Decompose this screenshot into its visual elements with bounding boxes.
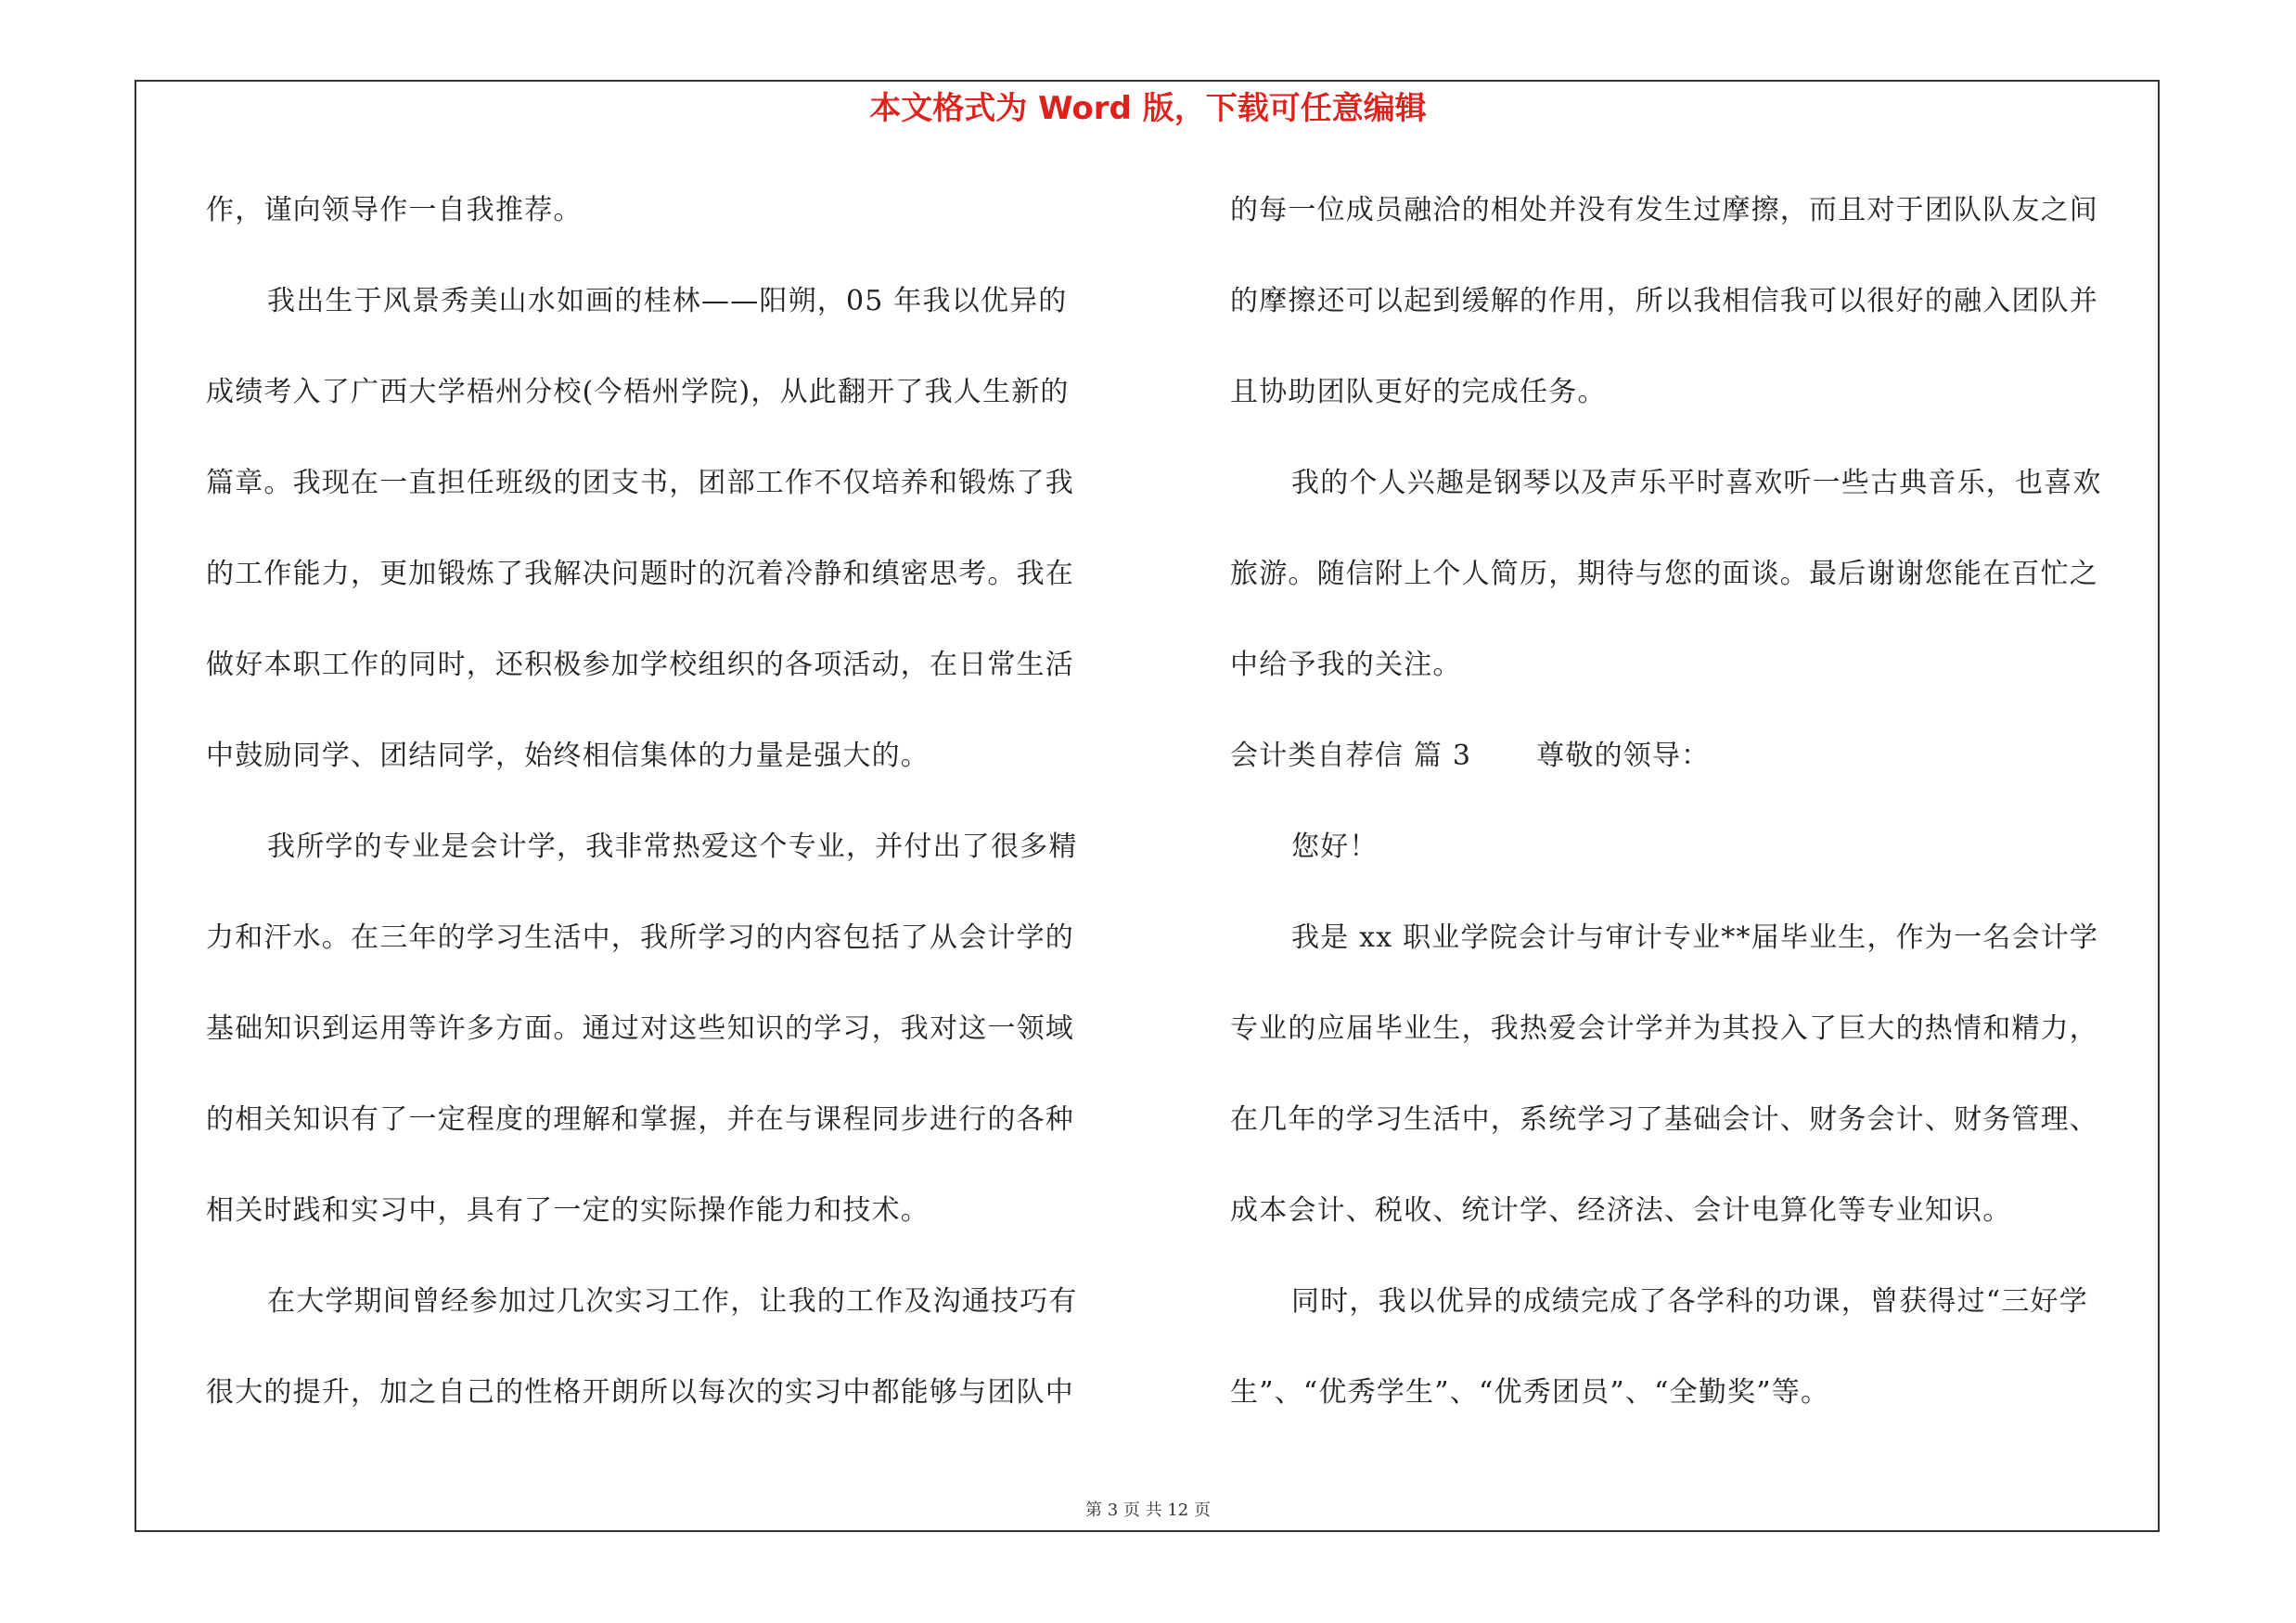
page-number-footer: 第 3 页 共 12 页 bbox=[1085, 1501, 1211, 1520]
text-line: 我是 xx 职业学院会计与审计专业**届毕业生，作为一名会计学 bbox=[1291, 921, 2099, 954]
text-line: 相关时践和实习中，具有了一定的实际操作能力和技术。 bbox=[206, 1194, 930, 1227]
text-line: 我所学的专业是会计学，我非常热爱这个专业，并付出了很多精 bbox=[267, 831, 1078, 863]
text-line: 同时，我以优异的成绩完成了各学科的功课，曾获得过“三好学 bbox=[1291, 1285, 2088, 1318]
text-line: 且协助团队更好的完成任务。 bbox=[1230, 376, 1607, 408]
left-text-column bbox=[206, 186, 1129, 1459]
text-line: 在几年的学习生活中，系统学习了基础会计、财务会计、财务管理、 bbox=[1230, 1103, 2098, 1136]
salutation: 尊敬的领导： bbox=[1536, 740, 1711, 772]
text-line: 作，谨向领导作一自我推荐。 bbox=[206, 194, 583, 226]
text-line: 的相关知识有了一定程度的理解和掌握，并在与课程同步进行的各种 bbox=[206, 1103, 1074, 1136]
text-line: 中鼓励同学、团结同学，始终相信集体的力量是强大的。 bbox=[206, 740, 930, 772]
text-line: 的工作能力，更加锻炼了我解决问题时的沉着冷静和缜密思考。我在 bbox=[206, 558, 1074, 590]
section-heading: 会计类自荐信 篇 3 bbox=[1230, 740, 1472, 772]
right-text-column bbox=[1230, 186, 2167, 1459]
text-line: 的每一位成员融洽的相处并没有发生过摩擦，而且对于团队队友之间 bbox=[1230, 194, 2098, 226]
text-line: 力和汗水。在三年的学习生活中，我所学习的内容包括了从会计学的 bbox=[206, 921, 1074, 954]
text-line: 中给予我的关注。 bbox=[1230, 649, 1462, 681]
text-line bbox=[1230, 731, 2167, 822]
text-line: 成本会计、税收、统计学、经济法、会计电算化等专业知识。 bbox=[1230, 1194, 2012, 1227]
text-line: 生”、“优秀学生”、“优秀团员”、“全勤奖”等。 bbox=[1230, 1376, 1830, 1409]
format-banner: 本文格式为 Word 版，下载可任意编辑 bbox=[869, 90, 1427, 127]
text-line: 的摩擦还可以起到缓解的作用，所以我相信我可以很好的融入团队并 bbox=[1230, 285, 2098, 317]
text-line: 篇章。我现在一直担任班级的团支书，团部工作不仅培养和锻炼了我 bbox=[206, 467, 1074, 499]
text-line: 很大的提升，加之自己的性格开朗所以每次的实习中都能够与团队中 bbox=[206, 1376, 1074, 1409]
text-line: 做好本职工作的同时，还积极参加学校组织的各项活动，在日常生活 bbox=[206, 649, 1074, 681]
text-line: 成绩考入了广西大学梧州分校(今梧州学院)，从此翻开了我人生新的 bbox=[206, 376, 1070, 408]
text-line: 基础知识到运用等许多方面。通过对这些知识的学习，我对这一领域 bbox=[206, 1012, 1074, 1045]
text-line: 我出生于风景秀美山水如画的桂林——阳朔，05 年我以优异的 bbox=[267, 285, 1068, 317]
text-line: 专业的应届毕业生，我热爱会计学并为其投入了巨大的热情和精力， bbox=[1230, 1012, 2098, 1045]
text-line: 旅游。随信附上个人简历，期待与您的面谈。最后谢谢您能在百忙之 bbox=[1230, 558, 2098, 590]
text-line: 在大学期间曾经参加过几次实习工作，让我的工作及沟通技巧有 bbox=[267, 1285, 1078, 1318]
text-line: 我的个人兴趣是钢琴以及声乐平时喜欢听一些古典音乐，也喜欢 bbox=[1291, 467, 2102, 499]
text-line: 您好！ bbox=[1291, 831, 1379, 863]
